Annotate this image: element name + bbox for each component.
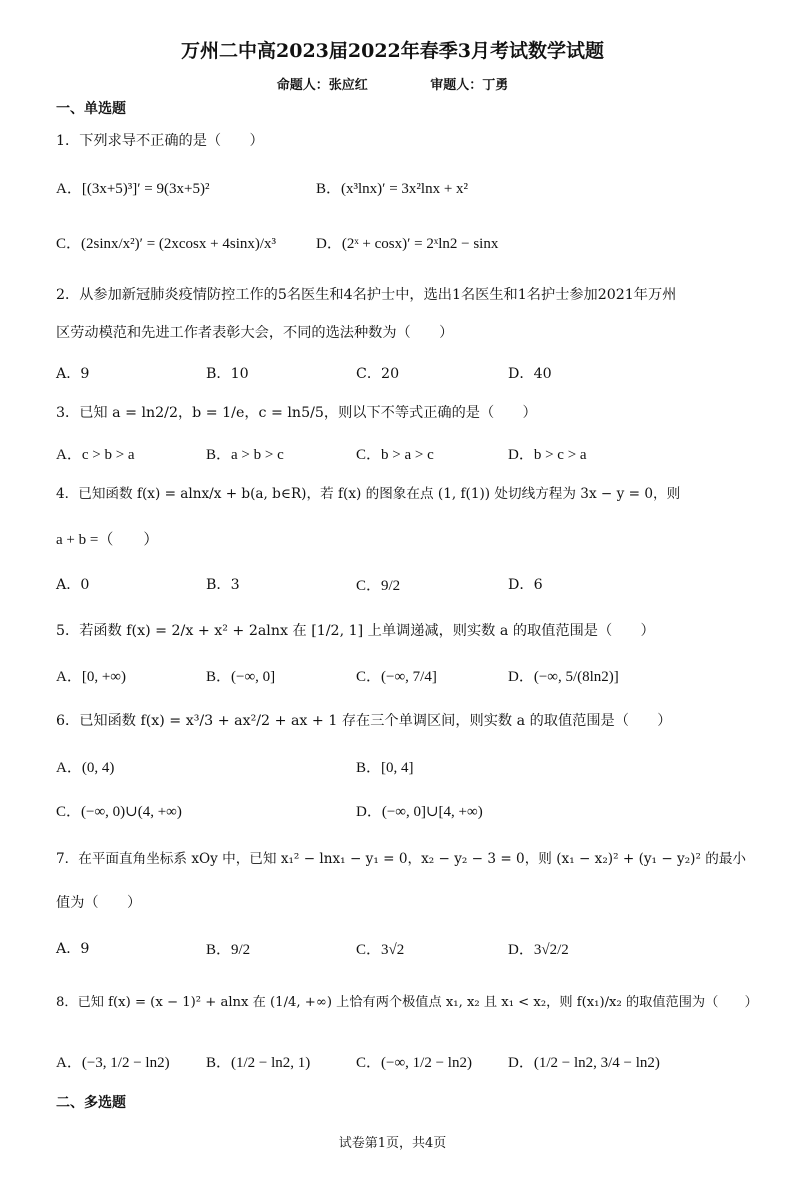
- setter: 命题人：张应红: [276, 78, 368, 93]
- question-5-option-a: A．[0, +∞): [56, 669, 126, 685]
- question-6-option-c: C．(−∞, 0)∪(4, +∞): [56, 804, 182, 820]
- question-4-option-c: C．9/2: [356, 578, 401, 594]
- question-4-option-d: D．6: [508, 577, 543, 593]
- question-2-option-c: C．20: [356, 366, 400, 382]
- question-1-option-a: A．[(3x+5)³]′ = 9(3x+5)²: [56, 181, 210, 197]
- question-8-stem: 8．已知 f(x) = (x − 1)² + alnx 在 (1/4, +∞) 上恰有两个极值点 x₁, x₂ 且 x₁ < x₂，则 f(x₁)/x₂ 的取值范围为（ ）: [56, 995, 758, 1010]
- section-multiple-choice: 二、多选题: [56, 1095, 126, 1111]
- question-7-line-1: 7．在平面直角坐标系 xOy 中，已知 x₁² − lnx₁ − y₁ = 0，x₂ − y₂ − 3 = 0，则 (x₁ − x₂)² + (y₁ − y₂)² 的最小: [56, 851, 747, 867]
- question-2-line-1: 2．从参加新冠肺炎疫情防控工作的5名医生和4名护士中，选出1名医生和1名护士参加2021年万州: [56, 287, 677, 303]
- question-1-option-d: D．(2ˣ + cosx)′ = 2ˣln2 − sinx: [316, 236, 499, 252]
- question-1-option-c: C．(2sinx/x²)′ = (2xcosx + 4sinx)/x³: [56, 236, 277, 252]
- question-1-option-b: B．(x³lnx)′ = 3x²lnx + x²: [316, 181, 469, 197]
- question-5-option-d: D．(−∞, 5/(8ln2)]: [508, 669, 619, 685]
- question-7-option-b: B．9/2: [206, 942, 251, 958]
- question-8-option-b: B．(1/2 − ln2, 1): [206, 1055, 311, 1071]
- question-2-option-a: A．9: [56, 366, 90, 382]
- question-2-line-2: 区劳动模范和先进工作者表彰大会，不同的选法种数为（ ）: [56, 325, 454, 341]
- question-7-line-2: 值为（ ）: [56, 895, 142, 911]
- question-5-stem: 5．若函数 f(x) = 2/x + x² + 2alnx 在 [1/2, 1] 上单调递减，则实数 a 的取值范围是（ ）: [56, 623, 655, 639]
- question-8-option-a: A．(−3, 1/2 − ln2): [56, 1055, 170, 1071]
- question-4-line-1: 4．已知函数 f(x) = alnx/x + b(a, b∈R)，若 f(x) 的图象在点 (1, f(1)) 处切线方程为 3x − y = 0，则: [56, 486, 681, 502]
- question-3-option-d: D．b > c > a: [508, 447, 587, 463]
- question-7-option-a: A．9: [56, 941, 90, 957]
- reviewer: 审题人：丁勇: [430, 78, 509, 93]
- page-title: 万州二中高2023届2022年春季3月考试数学试题: [181, 40, 604, 62]
- question-8-option-c: C．(−∞, 1/2 − ln2): [356, 1055, 472, 1071]
- question-2-option-b: B．10: [206, 366, 249, 382]
- authors-line: [0, 74, 785, 93]
- question-8-option-d: D．(1/2 − ln2, 3/4 − ln2): [508, 1055, 660, 1071]
- question-3-option-c: C．b > a > c: [356, 447, 434, 463]
- section-single-choice: 一、单选题: [56, 101, 126, 117]
- question-5-option-b: B．(−∞, 0]: [206, 669, 276, 685]
- question-4-option-a: A．0: [56, 577, 90, 593]
- question-3-option-b: B．a > b > c: [206, 447, 284, 463]
- question-2-option-d: D．40: [508, 366, 552, 382]
- question-4-option-b: B．3: [206, 577, 240, 593]
- question-6-option-a: A．(0, 4): [56, 760, 115, 776]
- question-7-option-d: D．3√2/2: [508, 942, 569, 958]
- question-6-stem: 6．已知函数 f(x) = x³/3 + ax²/2 + ax + 1 存在三个单调区间，则实数 a 的取值范围是（ ）: [56, 713, 672, 729]
- page-footer: 试卷第1页，共4页: [338, 1136, 447, 1151]
- question-3-stem: 3．已知 a = ln2/2，b = 1/e，c = ln5/5，则以下不等式正确的是（ ）: [56, 405, 537, 421]
- question-3-option-a: A．c > b > a: [56, 447, 135, 463]
- question-4-line-2: a + b =（ ）: [56, 532, 159, 548]
- question-7-option-c: C．3√2: [356, 942, 405, 958]
- question-6-option-b: B．[0, 4]: [356, 760, 414, 776]
- question-1-stem: 1．下列求导不正确的是（ ）: [56, 133, 264, 149]
- question-5-option-c: C．(−∞, 7/4]: [356, 669, 437, 685]
- question-6-option-d: D．(−∞, 0]∪[4, +∞): [356, 804, 483, 820]
